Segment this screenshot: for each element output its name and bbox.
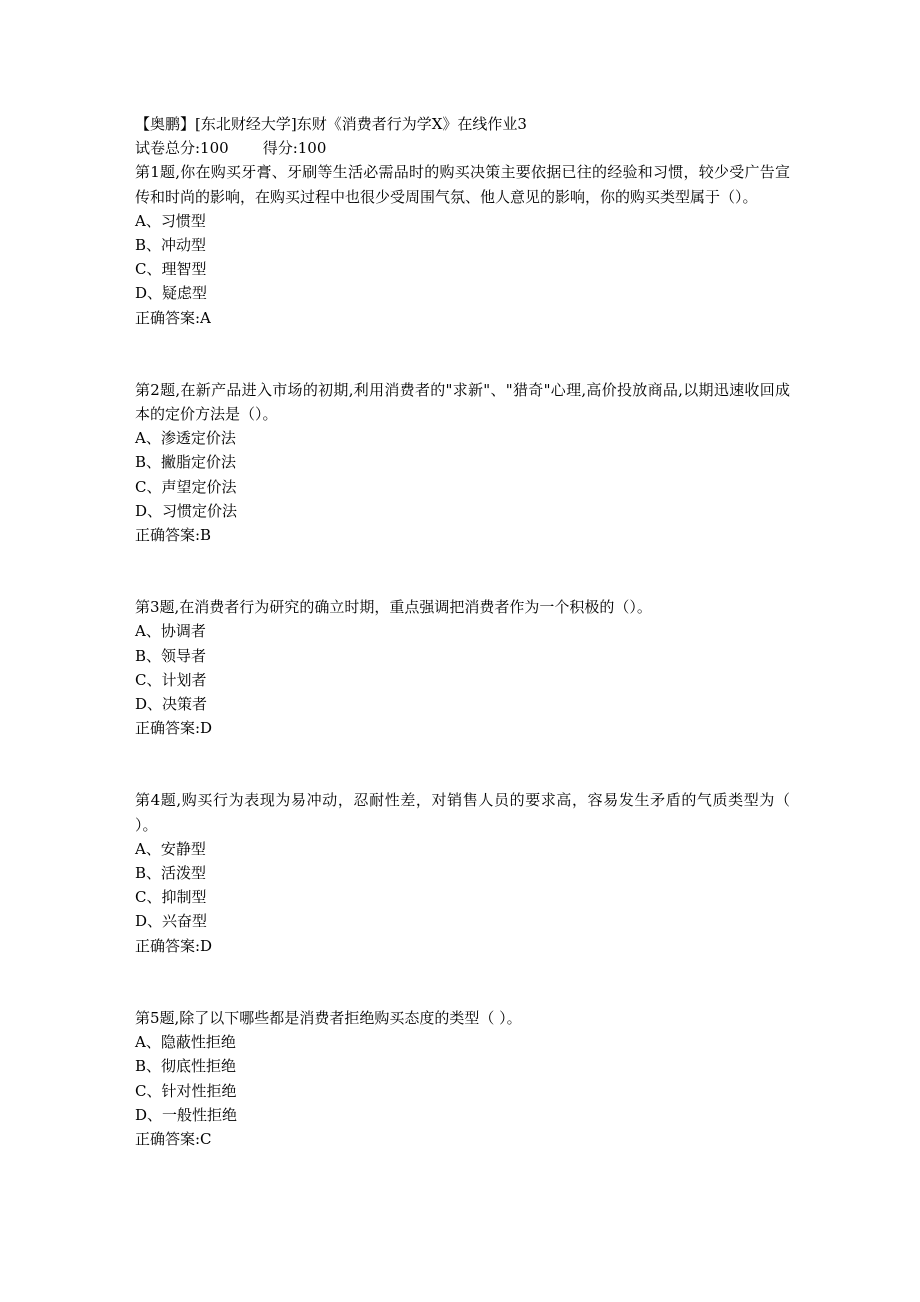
document-header <box>135 112 790 160</box>
document-title: 【奥鹏】[东北财经大学]东财《消费者行为学X》在线作业3 <box>135 115 527 133</box>
option-a: A、协调者 <box>135 622 206 641</box>
question-text: 第1题,你在购买牙膏、牙刷等生活必需品时的购买决策主要依据已往的经验和习惯，较少受广告宣传和时尚的影响，在购买过程中也很少受周围气氛、他人意见的影响，你的购买类型属于（）。 <box>135 163 790 206</box>
option-a: A、隐蔽性拒绝 <box>135 1033 236 1052</box>
option-b: B、领导者 <box>135 646 207 665</box>
option-a: A、渗透定价法 <box>135 429 236 448</box>
option-a: A、安静型 <box>135 839 206 858</box>
question-text: 第4题,购买行为表现为易冲动，忍耐性差，对销售人员的要求高，容易发生矛盾的气质类型为（ ）。 <box>135 791 790 834</box>
option-b: B、撇脂定价法 <box>135 453 237 472</box>
option-b: B、彻底性拒绝 <box>135 1057 237 1076</box>
option-list <box>135 1030 790 1127</box>
score-row <box>135 136 790 160</box>
option-b: B、冲动型 <box>135 236 207 255</box>
correct-answer: 正确答案:A <box>135 308 211 327</box>
option-c: C、针对性拒绝 <box>135 1081 237 1100</box>
option-d: D、一般性拒绝 <box>135 1105 238 1124</box>
document-page <box>135 112 790 1151</box>
correct-answer: 正确答案:B <box>135 526 212 545</box>
question-text: 第3题,在消费者行为研究的确立时期，重点强调把消费者作为一个积极的（）。 <box>135 598 652 617</box>
question-text: 第5题,除了以下哪些都是消费者拒绝购买态度的类型（ ）。 <box>135 1008 522 1027</box>
question-1 <box>135 160 790 329</box>
question-5 <box>135 1006 790 1151</box>
option-list <box>135 209 790 306</box>
question-3 <box>135 595 790 740</box>
option-a: A、习惯型 <box>135 211 206 230</box>
earned-score: 得分:100 <box>262 139 327 158</box>
option-list <box>135 619 790 716</box>
option-b: B、活泼型 <box>135 864 207 883</box>
correct-answer: 正确答案:D <box>135 719 213 738</box>
option-c: C、理智型 <box>135 260 207 279</box>
correct-answer: 正确答案:C <box>135 1129 212 1148</box>
correct-answer: 正确答案:D <box>135 936 213 955</box>
option-list <box>135 837 790 934</box>
option-d: D、疑虑型 <box>135 284 208 303</box>
option-d: D、决策者 <box>135 695 208 714</box>
total-score: 试卷总分:100 <box>135 139 229 158</box>
question-text: 第2题,在新产品进入市场的初期,利用消费者的"求新"、"猎奇"心理,高价投放商品,以期迅速收回成本的定价方法是（）。 <box>135 380 790 424</box>
question-2 <box>135 378 790 547</box>
option-c: C、计划者 <box>135 670 207 689</box>
option-list <box>135 426 790 523</box>
option-d: D、习惯定价法 <box>135 501 238 520</box>
option-c: C、声望定价法 <box>135 477 237 496</box>
option-c: C、抑制型 <box>135 888 207 907</box>
question-4 <box>135 788 790 957</box>
option-d: D、兴奋型 <box>135 912 208 931</box>
